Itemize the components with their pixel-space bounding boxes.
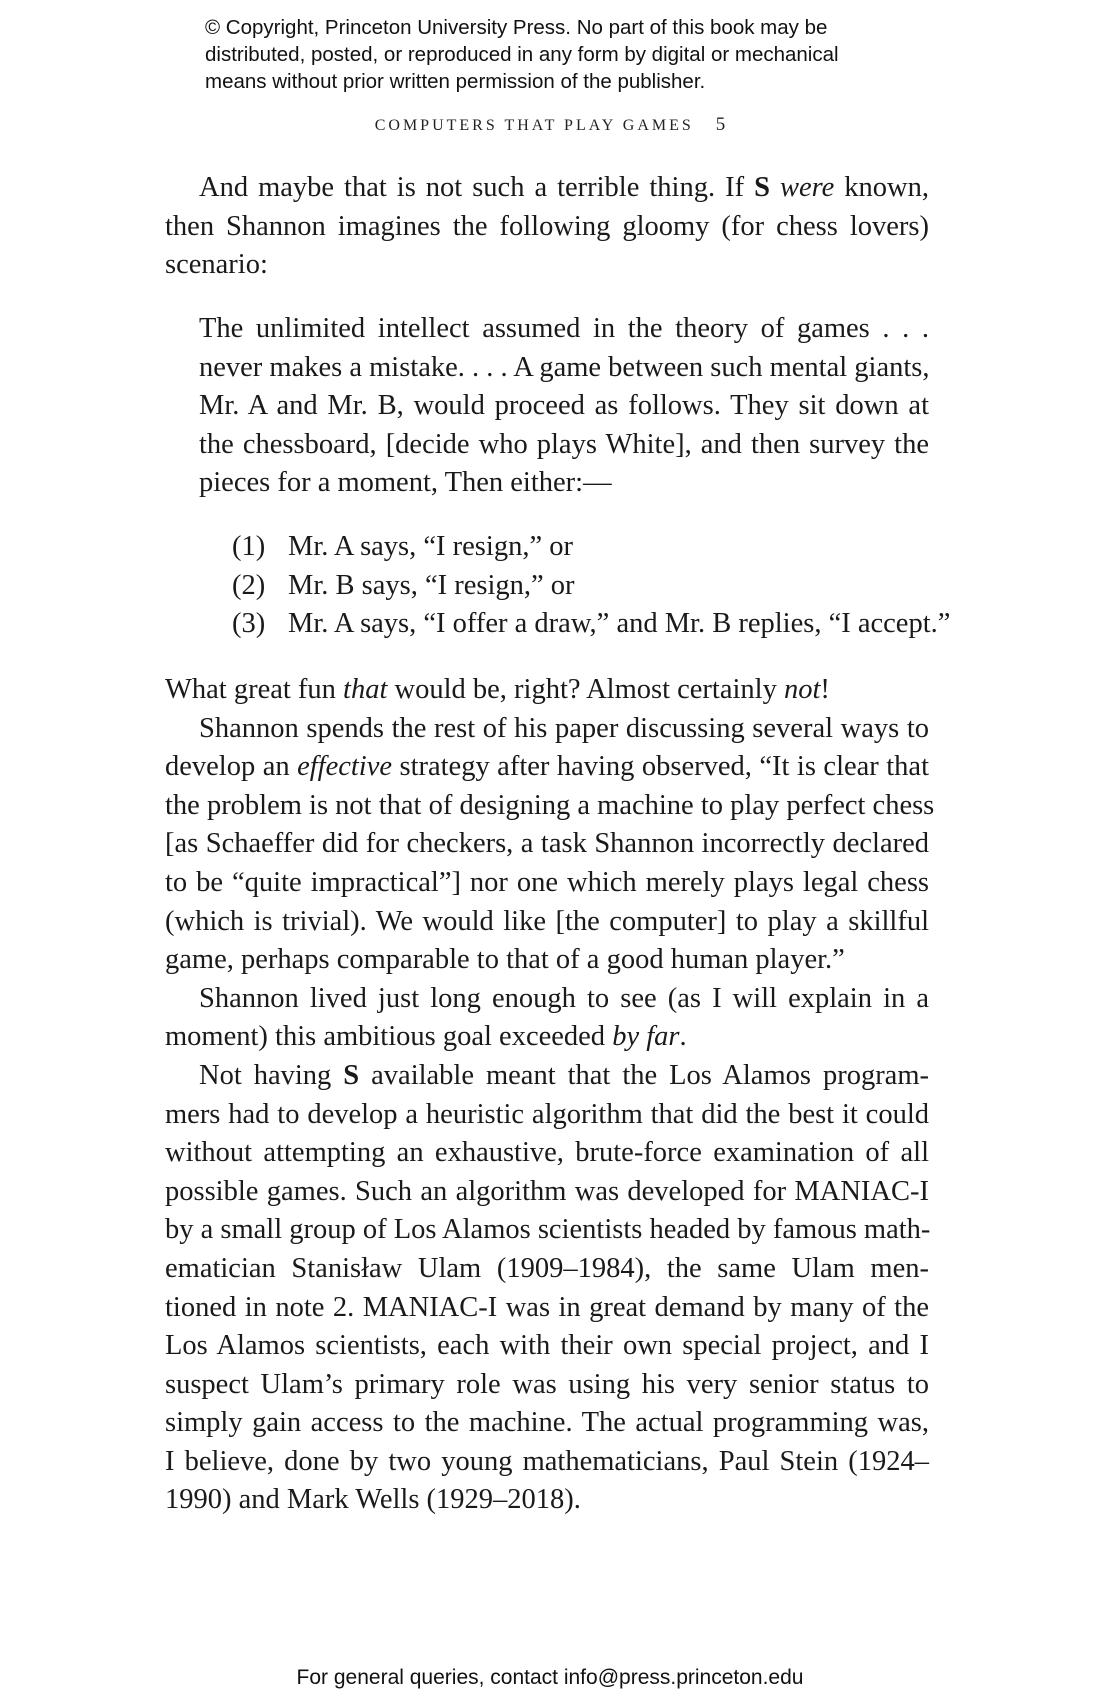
page-number: 5 bbox=[715, 114, 726, 135]
block-quote bbox=[199, 310, 929, 503]
list-number: (2) bbox=[232, 569, 266, 601]
text-line: Not having S available meant that the Los Alamos program- bbox=[199, 1059, 929, 1091]
text-line: game, perhaps comparable to that of a good human player.” bbox=[165, 944, 845, 976]
list-text: Mr. B says, “I resign,” or bbox=[288, 569, 575, 601]
running-head bbox=[0, 114, 1100, 136]
text-line: moment) this ambitious goal exceeded by far. bbox=[165, 1021, 687, 1053]
text-line: mers had to develop a heuristic algorithm that did the best it could bbox=[165, 1098, 929, 1130]
copyright-line: means without prior written permission of the publisher. bbox=[205, 70, 706, 93]
text-line: 1990) and Mark Wells (1929–2018). bbox=[165, 1484, 581, 1516]
text-line: Los Alamos scientists, each with their own special project, and I bbox=[165, 1330, 929, 1362]
footer-contact: For general queries, contact info@press.princeton.edu bbox=[296, 1666, 804, 1689]
text-line: And maybe that is not such a terrible thing. If S were known, bbox=[199, 172, 929, 203]
text-line: What great fun that would be, right? Almost certainly not! bbox=[165, 674, 830, 705]
text-line: I believe, done by two young mathematicians, Paul Stein (1924– bbox=[165, 1445, 929, 1477]
bold-s: S bbox=[754, 172, 770, 203]
list-text: Mr. A says, “I resign,” or bbox=[288, 531, 573, 562]
text-line: possible games. Such an algorithm was developed for MANIAC-I bbox=[165, 1175, 929, 1207]
text-line: ematician Stanisław Ulam (1909–1984), the same Ulam men- bbox=[165, 1252, 929, 1284]
list-number: (1) bbox=[232, 531, 266, 562]
text-line: without attempting an exhaustive, brute-force examination of all bbox=[165, 1137, 929, 1169]
text-line: suspect Ulam’s primary role was using his very senior status to bbox=[165, 1368, 929, 1400]
text-line: tioned in note 2. MANIAC-I was in great demand by many of the bbox=[165, 1291, 929, 1323]
numbered-list bbox=[232, 528, 951, 644]
quote-line: The unlimited intellect assumed in the theory of games . . . bbox=[199, 313, 929, 344]
copyright-line: © Copyright, Princeton University Press. No part of this book may be bbox=[205, 16, 828, 39]
text-line: develop an effective strategy after having observed, “It is clear that bbox=[165, 751, 929, 783]
text-line: then Shannon imagines the following gloomy (for chess lovers) bbox=[165, 210, 929, 242]
quote-line: Mr. A and Mr. B, would proceed as follows. They sit down at bbox=[199, 390, 929, 422]
text-line: scenario: bbox=[165, 249, 268, 281]
body-text bbox=[165, 671, 935, 1520]
quote-line: pieces for a moment, Then either:— bbox=[199, 467, 612, 499]
list-item bbox=[232, 528, 932, 567]
text-line: (which is trivial). We would like [the computer] to play a skillful bbox=[165, 905, 929, 937]
text-line: by a small group of Los Alamos scientists headed by famous math- bbox=[165, 1214, 931, 1246]
text-line: simply gain access to the machine. The actual programming was, bbox=[165, 1407, 929, 1439]
paragraph-intro bbox=[165, 169, 929, 285]
quote-line: the chessboard, [decide who plays White], and then survey the bbox=[199, 428, 929, 460]
list-item bbox=[232, 605, 951, 644]
list-item bbox=[232, 567, 932, 606]
copyright-line: distributed, posted, or reproduced in any form by digital or mechanical bbox=[205, 43, 839, 66]
quote-line: never makes a mistake. . . . A game between such mental giants, bbox=[199, 351, 930, 383]
text-line: Shannon spends the rest of his paper discussing several ways to bbox=[199, 712, 929, 744]
chapter-title: COMPUTERS THAT PLAY GAMES bbox=[374, 117, 694, 134]
text-line: Shannon lived just long enough to see (as I will explain in a bbox=[199, 982, 929, 1014]
text-line: the problem is not that of designing a machine to play perfect chess bbox=[165, 789, 935, 821]
list-number: (3) bbox=[232, 608, 266, 640]
copyright-notice bbox=[205, 14, 925, 95]
text-line: [as Schaeffer did for checkers, a task Shannon incorrectly declared bbox=[165, 828, 929, 860]
italic-emphasis: were bbox=[779, 172, 835, 203]
text-line: to be “quite impractical”] nor one which merely plays legal chess bbox=[165, 866, 929, 898]
list-text: Mr. A says, “I offer a draw,” and Mr. B replies, “I accept.” bbox=[288, 608, 951, 640]
